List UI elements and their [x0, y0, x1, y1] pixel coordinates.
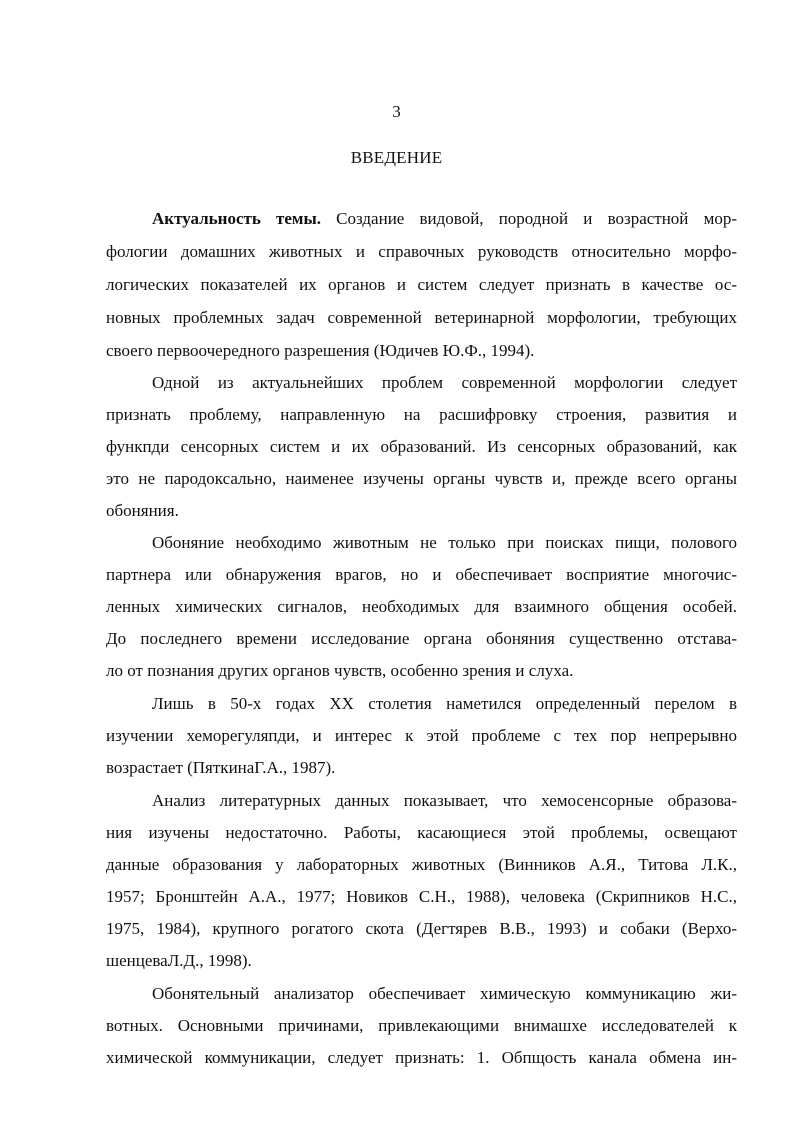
paragraph-line: До последнего времени исследование органа обоняния существенно отстава- — [106, 629, 737, 648]
paragraph-line: Обонятельный анализатор обеспечивает химическую коммуникацию жи- — [152, 984, 737, 1003]
paragraph-line: ленных химических сигналов, необходимых для взаимного общения особей. — [106, 597, 737, 616]
paragraph-line: фологии домашних животных и справочных руководств относительно морфо- — [106, 242, 737, 261]
paragraph-line: логических показателей их органов и систем следует признать в качестве ос- — [106, 275, 737, 294]
paragraph-line: партнера или обнаружения врагов, но и обеспечивает восприятие многочис- — [106, 565, 737, 584]
paragraph-line: Лишь в 50-х годах XX столетия наметился определенный перелом в — [152, 694, 737, 713]
paragraph-line: Обоняние необходимо животным не только при поисках пищи, полового — [152, 533, 737, 552]
paragraph-line: новных проблемных задач современной ветеринарной морфологии, требующих — [106, 308, 737, 327]
paragraph-line: Анализ литературных данных показывает, что хемосенсорные образова- — [152, 791, 737, 810]
paragraph-line: своего первоочередного разрешения (Юдичев Ю.Ф., 1994). — [106, 341, 535, 360]
page-number: 3 — [392, 102, 401, 121]
section-heading: ВВЕДЕНИЕ — [350, 148, 443, 167]
paragraph-line: Актуальность темы. Создание видовой, породной и возрастной мор- — [152, 209, 737, 228]
paragraph-line: химической коммуникации, следует признать: 1. Обпщость канала обмена ин- — [106, 1048, 737, 1067]
paragraph-line: обоняния. — [106, 501, 179, 520]
paragraph-line: возрастает (ПяткинаГ.А., 1987). — [106, 758, 336, 777]
paragraph-line: 1957; Бронштейн А.А., 1977; Новиков С.Н., 1988), человека (Скрипников Н.С., — [106, 887, 737, 906]
paragraph-line: вотных. Основными причинами, привлекающими внимашхе исследователей к — [106, 1016, 737, 1035]
paragraph-line: данные образования у лабораторных животных (Винников А.Я., Титова Л.К., — [106, 855, 737, 874]
paragraph-line: функпди сенсорных систем и их образований. Из сенсорных образований, как — [106, 437, 737, 456]
paragraph-line: это не пародоксально, наименее изучены органы чувств и, прежде всего органы — [106, 469, 737, 488]
paragraph-line: 1975, 1984), крупного рогатого скота (Дегтярев В.В., 1993) и собаки (Верхо- — [106, 919, 737, 938]
paragraph-line: Одной из актуальнейших проблем современной морфологии следует — [152, 373, 737, 392]
paragraph-line: шенцеваЛ.Д., 1998). — [106, 951, 252, 970]
topic-lead: Актуальность темы. — [152, 209, 321, 228]
paragraph-line: ния изучены недостаточно. Работы, касающиеся этой проблемы, освещают — [106, 823, 737, 842]
paragraph-line: ло от познания других органов чувств, особенно зрения и слуха. — [106, 661, 574, 680]
paragraph-line: изучении хеморегуляпди, и интерес к этой проблеме с тех пор непрерывно — [106, 726, 737, 745]
paragraph-line: признать проблему, направленную на расшифровку строения, развития и — [106, 405, 737, 424]
